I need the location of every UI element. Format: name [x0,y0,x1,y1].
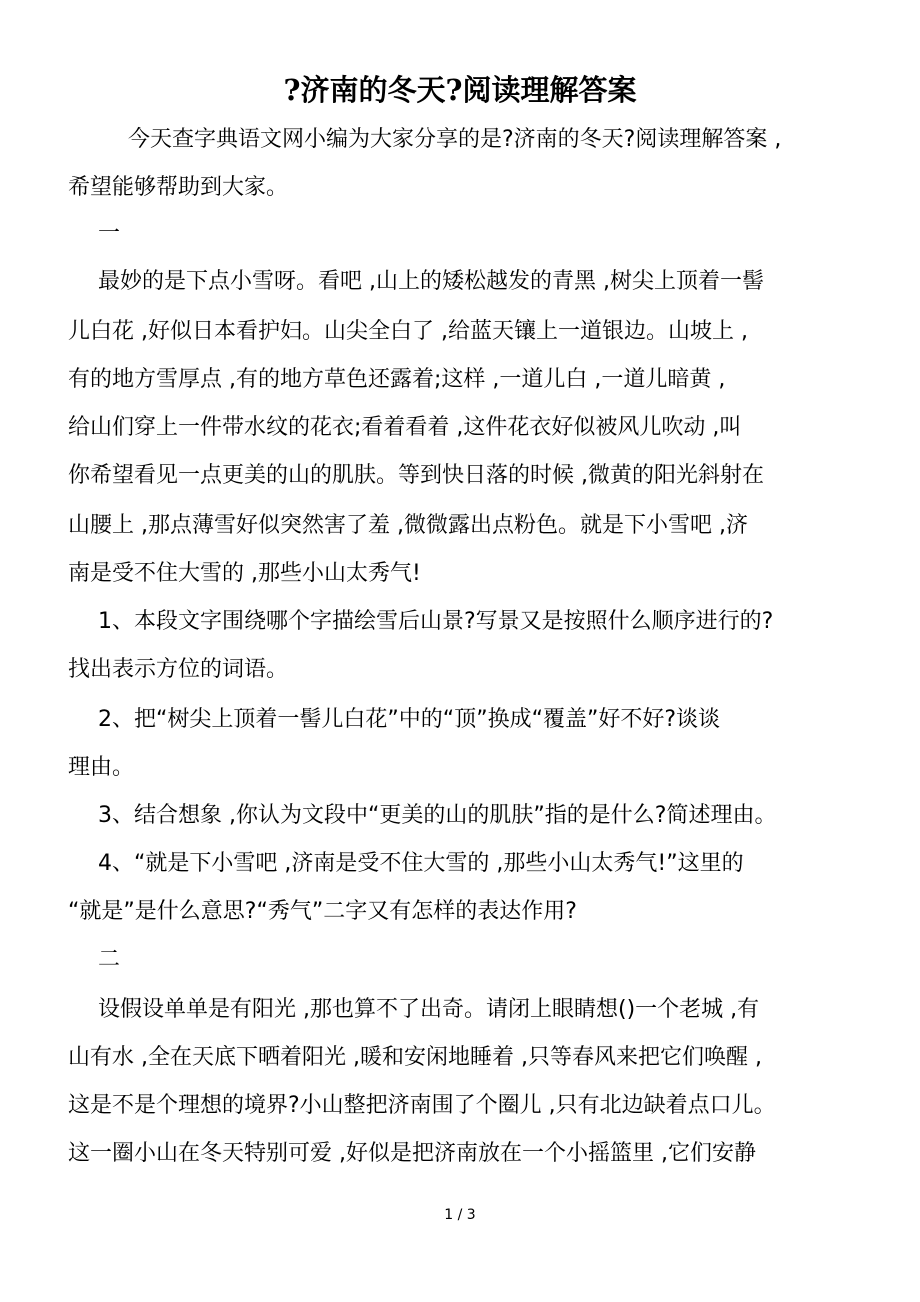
text-line: 给山们穿上一件带水纹的花衣;看着看着 ,这件花衣好似被风儿吹动 ,叫 [68,415,742,440]
question-line: 2、把“树尖上顶着一髻儿白花”中的“顶”换成“覆盖”好不好?谈谈 [98,707,721,732]
text-line: 这一圈小山在冬天特别可爱 ,好似是把济南放在一个小摇篮里 ,它们安静 [68,1141,756,1166]
question-line: “就是”是什么意思?“秀气”二字又有怎样的表达作用? [68,899,577,924]
text-line: 有的地方雪厚点 ,有的地方草色还露着;这样 ,一道儿白 ,一道儿暗黄 , [68,367,726,392]
question-line: 找出表示方位的词语。 [68,657,289,682]
question-line: 1、本段文字围绕哪个字描绘雪后山景?写景又是按照什么顺序进行的? [98,609,774,634]
text-line: 山腰上 ,那点薄雪好似突然害了羞 ,微微露出点粉色。就是下小雪吧 ,济 [68,513,748,538]
text-line: 希望能够帮助到大家。 [68,175,289,200]
text-line: 南是受不住大雪的 ,那些小山太秀气! [68,561,421,586]
document-title: ?济南的冬天?阅读理解答案 [283,73,637,107]
text-line: 儿白花 ,好似日本看护妇。山尖全白了 ,给蓝天镶上一道银边。山坡上 , [68,319,748,344]
text-line: 这是不是个理想的境界?小山整把济南围了个圈儿 ,只有北边缺着点口儿。 [68,1093,776,1118]
text-line: 你希望看见一点更美的山的肌肤。等到快日落的时候 ,微黄的阳光斜射在 [68,463,764,488]
question-line: 3、结合想象 ,你认为文段中“更美的山的肌肤”指的是什么?简述理由。 [98,803,777,828]
question-line: 理由。 [68,755,135,780]
text-line: 设假设单单是有阳光 ,那也算不了出奇。请闭上眼睛想()一个老城 ,有 [98,997,760,1022]
question-line: 4、“就是下小雪吧 ,济南是受不住大雪的 ,那些小山太秀气!”这里的 [98,851,744,876]
section-heading: 一 [98,221,121,246]
text-line: 山有水 ,全在天底下晒着阳光 ,暖和安闲地睡着 ,只等春风来把它们唤醒 , [68,1045,762,1070]
text-line: 最妙的是下点小雪呀。看吧 ,山上的矮松越发的青黑 ,树尖上顶着一髻 [98,269,764,294]
text-line: 今天查字典语文网小编为大家分享的是?济南的冬天?阅读理解答案 , [128,127,782,152]
page-number: 1 / 3 [444,1207,476,1223]
section-heading: 二 [98,947,121,972]
